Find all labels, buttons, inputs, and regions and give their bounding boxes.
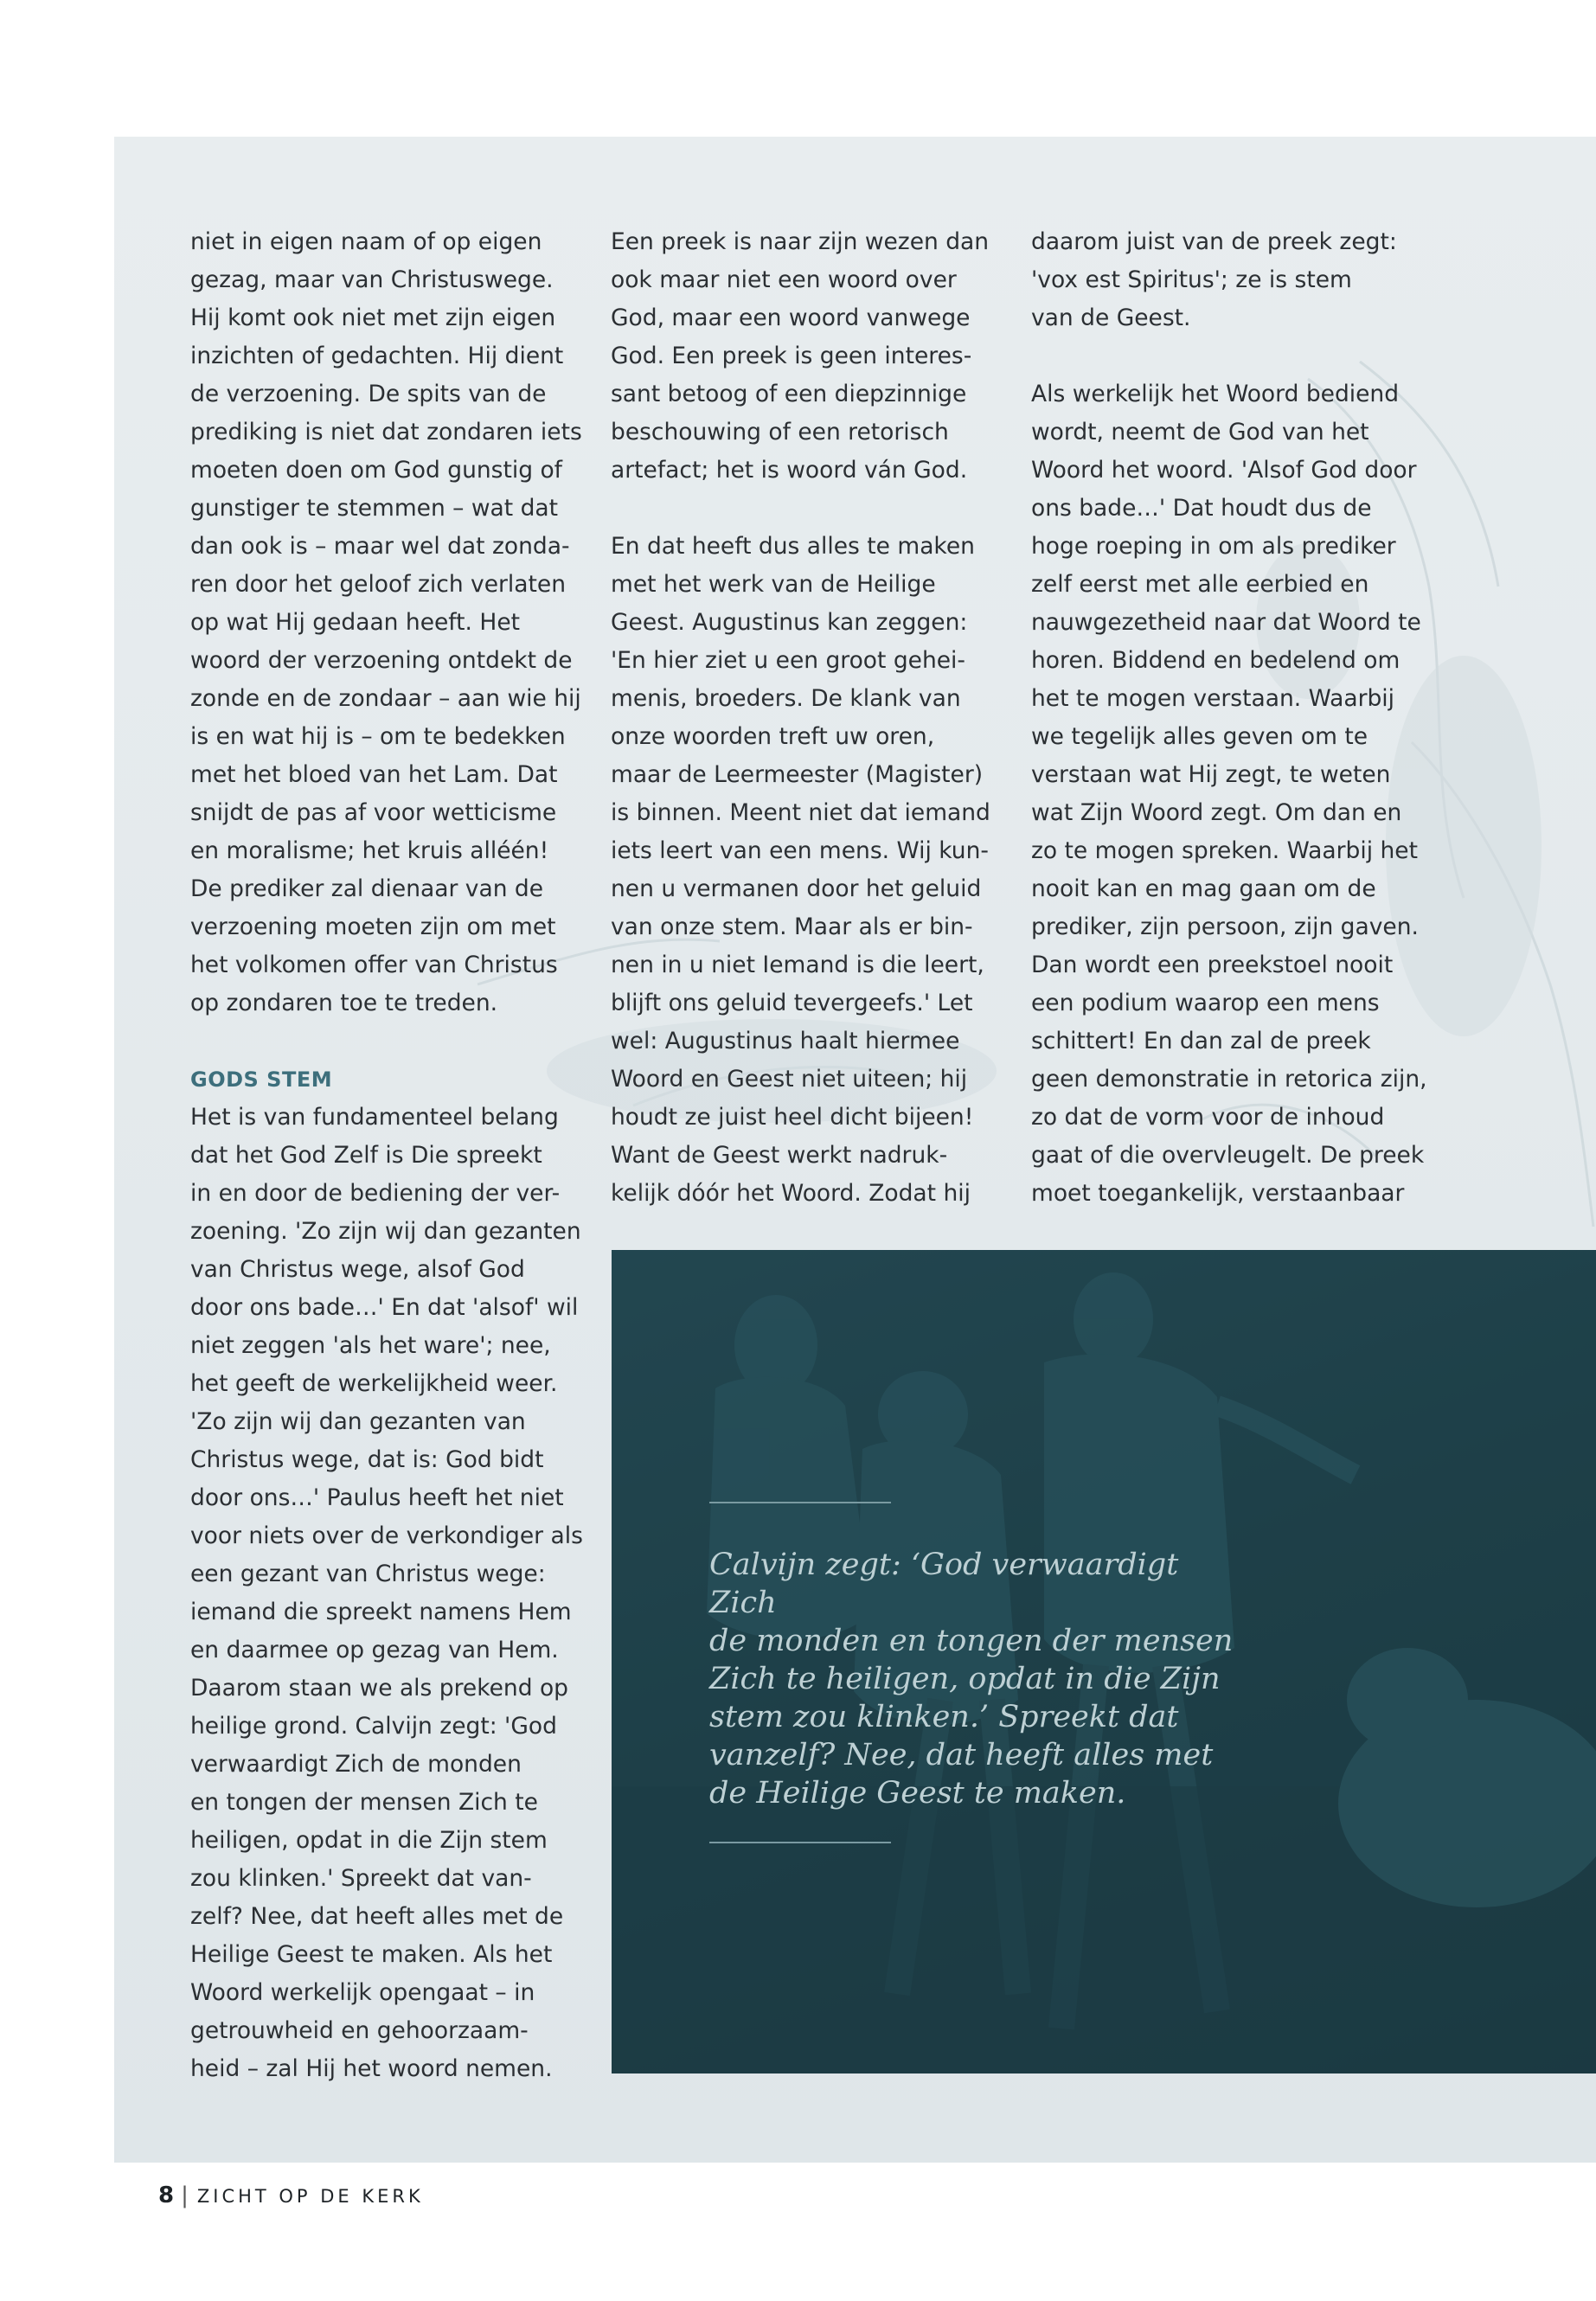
body-paragraph: Het is van fundamenteel belang dat het God Zelf is Die spreekt in en door de bediening der ver- zoening. 'Zo zijn wij dan gezanten van Christus wege, alsof God door ons bade…' En dat 'alsof' wil niet zeggen 'als het ware'; nee, het geeft de werkelijkheid weer. 'Zo zijn wij dan gezanten van Christus wege, dat is: God bidt door ons…' Paulus heeft het niet voor niets over de verkondiger als een gezant van Christus wege: iemand die spreekt namens Hem en daarmee op gezag van Hem. Daarom staan we als prekend op heilige grond. Calvijn zegt: 'God verwaardigt Zich de monden en tongen der mensen Zich te heiligen, opdat in die Zijn stem zou klinken.' Spreekt dat van- zelf? Nee, dat heeft alles met de Heilige Geest te maken. Als het Woord werkelijk opengaat – in getrouwheid en gehoorzaam- heid – zal Hij het woord nemen. xyxy=(190,1104,583,2082)
divider-line-top xyxy=(709,1502,891,1503)
pullquote-box xyxy=(612,1250,1596,2073)
divider-line-bottom xyxy=(709,1842,891,1843)
text-column-1 xyxy=(190,223,588,2088)
page-footer xyxy=(158,2182,424,2208)
body-paragraph: daarom juist van de preek zegt: 'vox est Spiritus'; ze is stem van de Geest. xyxy=(1031,228,1397,331)
magazine-title: ZICHT OP DE KERK xyxy=(196,2186,424,2207)
footer-separator: | xyxy=(181,2182,189,2208)
page-number: 8 xyxy=(158,2182,175,2208)
body-paragraph: Als werkelijk het Woord bediend wordt, neemt de God van het Woord het woord. 'Alsof God door ons bade…' Dat houdt dus de hoge roeping in om als prediker zelf eerst met alle eerbied en nauwgezetheid naar dat Woord te horen. Biddend en bedelend om het te mogen verstaan. Waarbij we tegelijk alles geven om te verstaan wat Hij zegt, te weten wat Zijn Woord zegt. Om dan en zo te mogen spreken. Waarbij het nooit kan en mag gaan om de prediker, zijn persoon, zijn gaven. Dan wordt een preekstoel nooit een podium waarop een mens schittert! En dan zal de preek geen demonstratie in retorica zijn, zo dat de vorm voor de inhoud gaat of die overvleugelt. De preek moet toegankelijk, verstaanbaar xyxy=(1031,381,1427,1207)
body-paragraph: En dat heeft dus alles te maken met het werk van de Heilige Geest. Augustinus kan zeggen: 'En hier ziet u een groot gehei- menis, broeders. De klank van onze woorden treft uw oren, maar de Leermeester (Magister) is binnen. Meent niet dat iemand iets leert van een mens. Wij kun- nen u vermanen door het geluid van onze stem. Maar als er bin- nen in u niet Iemand is die leert, blijft ons geluid tevergeefs.' Let wel: Augustinus haalt hiermee Woord en Geest niet uiteen; hij houdt ze juist heel dicht bijeen! Want de Geest werkt nadruk- kelijk dóór het Woord. Zodat hij xyxy=(611,533,990,1207)
section-heading: GODS STEM xyxy=(190,1067,333,1092)
body-paragraph: niet in eigen naam of op eigen gezag, maar van Christuswege. Hij komt ook niet met zijn eigen inzichten of gedachten. Hij dient de verzoening. De spits van de prediking is niet dat zondaren iets moeten doen om God gunstig of gunstiger te stemmen – wat dat dan ook is – maar wel dat zonda- ren door het geloof zich verlaten op wat Hij gedaan heeft. Het woord der verzoening ontdekt de zonde en de zondaar – aan wie hij is en wat hij is – om te bedekken met het bloed van het Lam. Dat snijdt de pas af voor wetticisme en moralisme; het kruis alléén! De prediker zal dienaar van de verzoening moeten zijn om met het volkomen offer van Christus op zondaren toe te treden. xyxy=(190,228,582,1016)
text-column-2 xyxy=(611,223,1009,1213)
body-paragraph: Een preek is naar zijn wezen dan ook maar niet een woord over God, maar een woord vanwege God. Een preek is geen interes- sant betoog of een diepzinnige beschouwing of een retorisch artefact; het is woord ván God. xyxy=(611,228,990,484)
text-column-3 xyxy=(1031,223,1429,1213)
pullquote-text: Calvijn zegt: ‘God verwaardigt Zich de monden en tongen der mensen Zich te heiligen, opdat in die Zijn stem zou klinken.’ Spreekt dat vanzelf? Nee, dat heeft alles met de Heilige Geest te maken. xyxy=(709,1548,1234,1811)
